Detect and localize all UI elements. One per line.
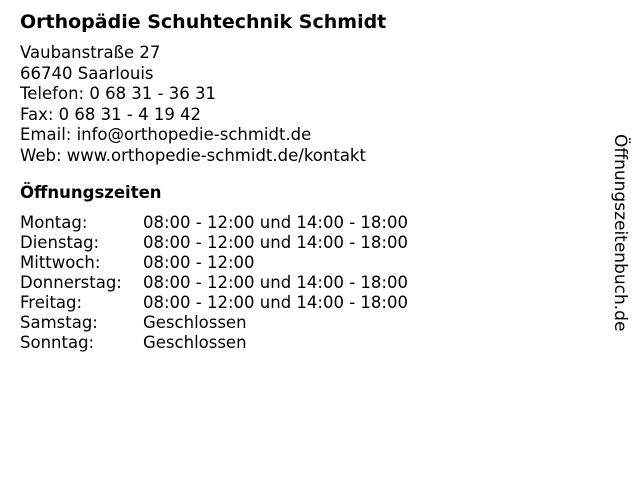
day-hours: 08:00 - 12:00 und 14:00 - 18:00 xyxy=(143,233,408,252)
hours-row-thursday xyxy=(20,273,408,293)
street-address: Vaubanstraße 27 xyxy=(20,43,161,62)
email-address: Email: info@orthopedie-schmidt.de xyxy=(20,125,312,144)
phone-number: Telefon: 0 68 31 - 36 31 xyxy=(20,84,216,103)
website-address: Web: www.orthopedie-schmidt.de/kontakt xyxy=(20,145,366,165)
day-label: Mittwoch: xyxy=(20,253,101,272)
business-name: Orthopädie Schuhtechnik Schmidt xyxy=(20,11,387,33)
day-label: Donnerstag: xyxy=(20,273,122,292)
day-label: Freitag: xyxy=(20,293,83,312)
day-label: Dienstag: xyxy=(20,233,100,252)
day-label: Montag: xyxy=(20,213,88,232)
day-hours: Geschlossen xyxy=(143,313,247,332)
hours-row-wednesday xyxy=(20,253,408,273)
day-label: Sonntag: xyxy=(20,333,95,352)
day-label: Samstag: xyxy=(20,313,98,332)
hours-row-saturday xyxy=(20,313,408,333)
hours-row-sunday xyxy=(20,333,408,353)
day-hours: 08:00 - 12:00 xyxy=(143,253,255,272)
city-postal-code: 66740 Saarlouis xyxy=(20,63,154,83)
day-hours: 08:00 - 12:00 und 14:00 - 18:00 xyxy=(143,273,408,292)
site-brand-vertical: Öffnungszeitenbuch.de xyxy=(610,134,630,332)
opening-hours-heading: Öffnungszeiten xyxy=(20,183,162,202)
hours-row-tuesday xyxy=(20,233,408,253)
opening-hours-table xyxy=(20,213,408,353)
fax-number: Fax: 0 68 31 - 4 19 42 xyxy=(20,104,202,124)
day-hours: 08:00 - 12:00 und 14:00 - 18:00 xyxy=(143,213,408,232)
day-hours: 08:00 - 12:00 und 14:00 - 18:00 xyxy=(143,293,408,312)
hours-row-friday xyxy=(20,293,408,313)
contact-block xyxy=(20,43,366,166)
day-hours: Geschlossen xyxy=(143,333,247,352)
hours-row-monday xyxy=(20,213,408,233)
